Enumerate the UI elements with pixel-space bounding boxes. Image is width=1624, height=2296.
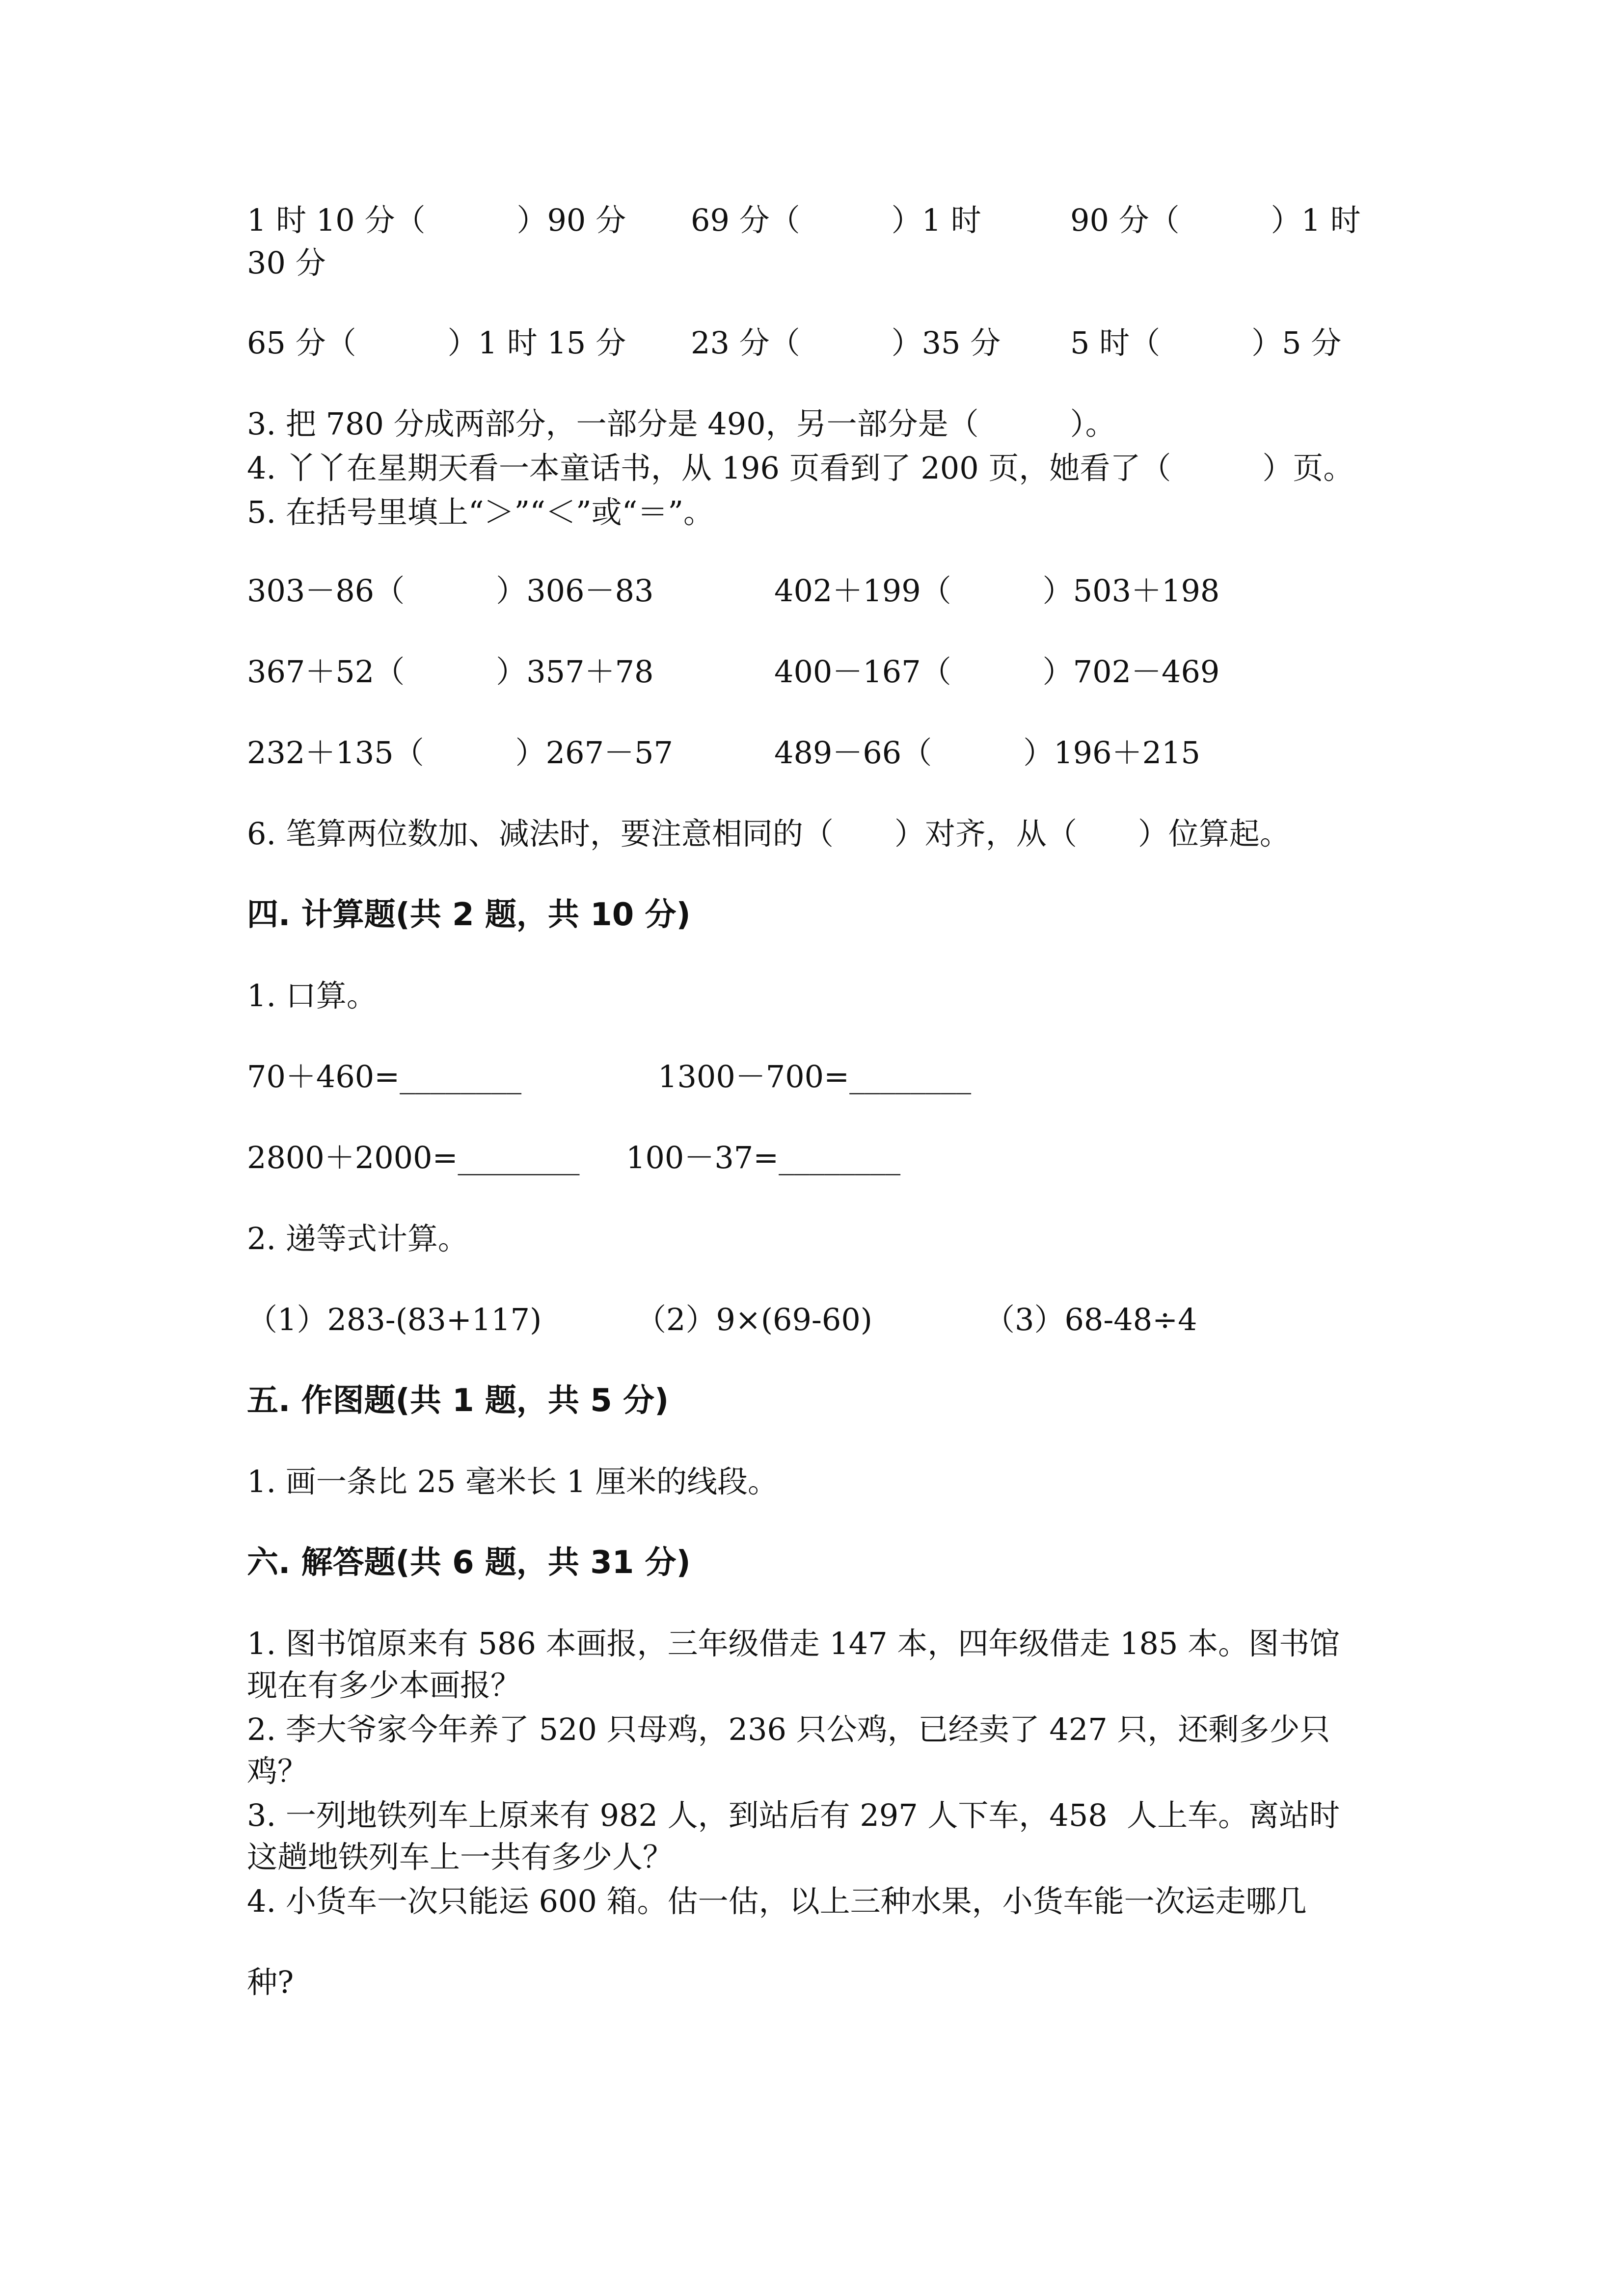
oral-calc-item: 2800＋2000=________ xyxy=(247,1140,580,1175)
compare-item: 65 分（ ）1 时 15 分 xyxy=(247,325,626,361)
section-heading: 四. 计算题(共 2 题，共 10 分) xyxy=(247,897,691,933)
question-4-line-2: 种? xyxy=(247,1964,294,2000)
compare-expression: 400－167（ ）702－469 xyxy=(774,654,1220,690)
question-6: 6. 笔算两位数加、减法时，要注意相同的（ ）对齐，从（ ）位算起。 xyxy=(247,816,1290,852)
question-2: 2. 递等式计算。 xyxy=(247,1221,468,1256)
question-4: 4. 丫丫在星期天看一本童话书，从 196 页看到了 200 页，她看了（ ）页。 xyxy=(247,450,1354,486)
compare-expression: 367＋52（ ）357＋78 xyxy=(247,654,654,690)
compare-item-wrap: 30 分 xyxy=(247,245,326,281)
question-1: 1. 口算。 xyxy=(247,978,377,1014)
section-heading: 五. 作图题(共 1 题，共 5 分) xyxy=(247,1383,669,1419)
compare-item: 69 分（ ）1 时 xyxy=(691,202,981,238)
compare-expression: 303－86（ ）306－83 xyxy=(247,573,654,609)
question-5: 5. 在括号里填上“＞”“＜”或“＝”。 xyxy=(247,494,714,530)
compare-expression: 489－66（ ）196＋215 xyxy=(774,735,1200,771)
question-4-line-1: 4. 小货车一次只能运 600 箱。估一估，以上三种水果，小货车能一次运走哪几 xyxy=(247,1883,1307,1919)
compare-item: 90 分（ ）1 时 xyxy=(1070,202,1361,238)
question-3: 3. 把 780 分成两部分，一部分是 490，另一部分是（ ）。 xyxy=(247,406,1116,442)
oral-calc-item: 70＋460=________ xyxy=(247,1059,522,1095)
compare-item: 5 时（ ）5 分 xyxy=(1070,325,1342,361)
compare-item: 23 分（ ）35 分 xyxy=(691,325,1001,361)
stepwise-calc-item: （3）68-48÷4 xyxy=(984,1302,1197,1337)
stepwise-calc-item: （2）9×(69-60) xyxy=(636,1302,872,1337)
oral-calc-item: 100－37=________ xyxy=(626,1140,901,1175)
question-1-line-1: 1. 图书馆原来有 586 本画报，三年级借走 147 本，四年级借走 185 本。图书馆 xyxy=(247,1626,1340,1661)
oral-calc-item: 1300－700=________ xyxy=(658,1059,972,1095)
section-heading: 六. 解答题(共 6 题，共 31 分) xyxy=(247,1545,691,1581)
question-1-line-2: 现在有多少本画报？ xyxy=(247,1667,521,1703)
question-1: 1. 画一条比 25 毫米长 1 厘米的线段。 xyxy=(247,1464,779,1499)
compare-expression: 402＋199（ ）503＋198 xyxy=(774,573,1220,609)
compare-item: 1 时 10 分（ ）90 分 xyxy=(247,202,626,238)
question-3-line-2: 这趟地铁列车上一共有多少人？ xyxy=(247,1839,674,1875)
question-2-line-1: 2. 李大爷家今年养了 520 只母鸡，236 只公鸡，已经卖了 427 只，还剩多少只 xyxy=(247,1711,1330,1747)
question-3-line-1: 3. 一列地铁列车上原来有 982 人，到站后有 297 人下车，458 人上车。离站时 xyxy=(247,1797,1340,1833)
question-2-line-2: 鸡？ xyxy=(247,1753,308,1789)
compare-expression: 232＋135（ ）267－57 xyxy=(247,735,673,771)
stepwise-calc-item: （1）283-(83+117) xyxy=(247,1302,542,1337)
